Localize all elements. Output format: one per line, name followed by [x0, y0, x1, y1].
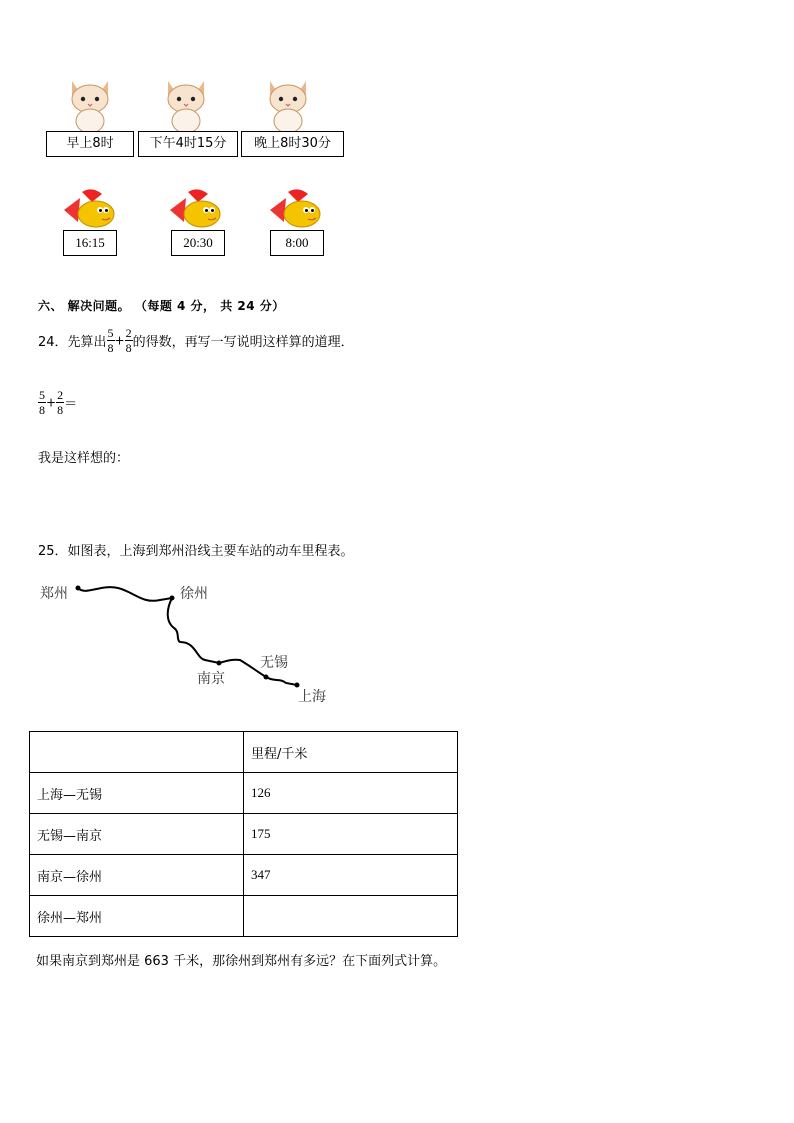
table-cell-segment: 南京—徐州	[30, 855, 244, 896]
fraction-denominator: 8	[57, 403, 64, 417]
fraction	[107, 326, 115, 355]
fraction-denominator: 8	[39, 403, 45, 417]
question-24-prefix: 24．先算出	[38, 335, 107, 350]
station-dot	[170, 596, 175, 601]
table-cell-segment: 无锡—南京	[30, 814, 244, 855]
map-label-wuxi: 无锡	[260, 655, 288, 671]
question-24	[38, 326, 354, 355]
table-header-cell: 里程/千米	[244, 732, 458, 773]
map-label-nanjing: 南京	[197, 671, 225, 687]
fraction-denominator: 8	[125, 341, 132, 355]
fish-time-label: 16:15	[63, 230, 117, 256]
equals-sign: ＝	[64, 397, 78, 412]
fish-time-label: 20:30	[171, 230, 225, 256]
station-dot	[217, 661, 222, 666]
fraction-numerator: 5	[39, 388, 45, 402]
fraction-numerator: 2	[57, 388, 64, 402]
table-cell-segment: 徐州—郑州	[30, 896, 244, 937]
fraction-denominator: 8	[107, 341, 114, 355]
table-row	[30, 814, 458, 855]
table-header-row	[30, 732, 458, 773]
table-cell-distance-blank	[244, 896, 458, 937]
map-label-shanghai: 上海	[298, 689, 326, 705]
cat-image	[68, 79, 112, 131]
fraction	[38, 388, 46, 417]
table-header-cell	[30, 732, 244, 773]
table-row	[30, 773, 458, 814]
table-cell-distance: 126	[244, 773, 458, 814]
plus-sign: +	[114, 333, 125, 348]
fish-image	[168, 188, 224, 232]
fraction-numerator: 2	[125, 326, 132, 340]
table-row	[30, 896, 458, 937]
cat-time-label: 早上8时	[46, 131, 134, 157]
map-label-xuzhou: 徐州	[180, 586, 208, 602]
table-cell-distance: 175	[244, 814, 458, 855]
fraction	[125, 326, 133, 355]
section-title: 六、 解决问题。 （每题 4 分， 共 24 分）	[38, 299, 285, 313]
mileage-table	[29, 731, 458, 937]
cat-image	[266, 79, 310, 131]
table-cell-segment: 上海—无锡	[30, 773, 244, 814]
question-25: 25．如图表，上海到郑州沿线主要车站的动车里程表。	[38, 544, 354, 559]
station-dot	[264, 675, 269, 680]
fish-time-label: 8:00	[270, 230, 324, 256]
question-24-suffix: 的得数，再写一写说明这样算的道理．	[132, 335, 354, 350]
cat-time-label: 晚上8时30分	[241, 131, 344, 157]
question-25-follow-up: 如果南京到郑州是 663 千米，那徐州到郑州有多远？在下面列式计算。	[36, 954, 447, 969]
cat-time-label: 下午4时15分	[138, 131, 238, 157]
map-label-zhengzhou: 郑州	[40, 586, 68, 602]
table-cell-distance: 347	[244, 855, 458, 896]
thinking-prompt: 我是这样想的：	[38, 451, 130, 466]
fraction-numerator: 5	[107, 326, 114, 340]
fish-image	[268, 188, 324, 232]
equation-24	[38, 388, 77, 417]
fraction	[56, 388, 64, 417]
cat-image	[164, 79, 208, 131]
plus-sign: +	[46, 395, 57, 410]
station-dot	[76, 586, 81, 591]
fish-image	[62, 188, 118, 232]
table-row	[30, 855, 458, 896]
